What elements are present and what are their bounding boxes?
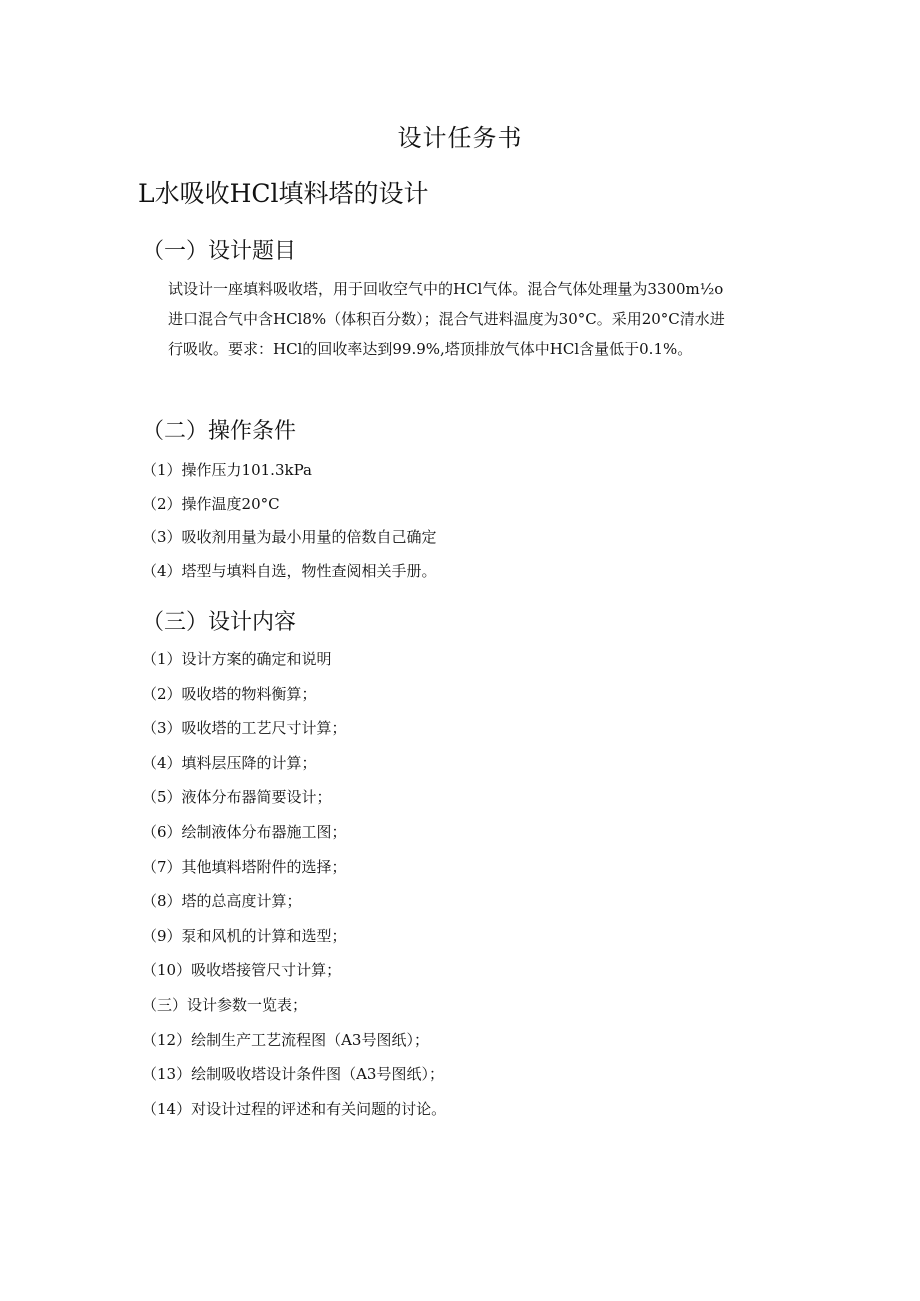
design-topic-paragraph: [168, 274, 788, 364]
section-heading-design-content: （三）设计内容: [142, 610, 297, 635]
list-item: （9）泵和风机的计算和选型；: [142, 926, 347, 945]
list-item: （3）吸收塔的工艺尺寸计算；: [142, 719, 347, 738]
list-item: （8）塔的总高度计算；: [142, 892, 302, 911]
list-item: （12）绘制生产工艺流程图（A3号图纸）；: [142, 1030, 429, 1049]
list-item: （3）吸收剂用量为最小用量的倍数自己确定: [142, 528, 437, 546]
list-item: （10）吸收塔接管尺寸计算；: [142, 961, 342, 980]
list-item: （7）其他填料塔附件的选择；: [142, 857, 347, 876]
list-item: （4）填料层压降的计算；: [142, 753, 317, 772]
section-heading-design-topic: （一）设计题目: [142, 239, 297, 264]
operating-conditions-list: [142, 454, 437, 588]
document-title: 设计任务书: [397, 124, 523, 152]
list-item: （14）对设计过程的评述和有关问题的讨论。: [142, 1099, 447, 1118]
list-item: （2）操作温度20°C: [142, 494, 280, 513]
list-item: （6）绘制液体分布器施工图；: [142, 822, 347, 841]
list-item: （13）绘制吸收塔设计条件图（A3号图纸）；: [142, 1065, 444, 1084]
main-heading: L水吸收HCl填料塔的设计: [138, 179, 429, 208]
design-content-list: [142, 642, 446, 1126]
list-item: （1）操作压力101.3kPa: [142, 461, 312, 479]
list-item: （5）液体分布器简要设计；: [142, 788, 332, 807]
list-item: （1）设计方案的确定和说明: [142, 650, 332, 668]
paragraph-line: 行吸收。要求：HCl的回收率达到99.9%,塔顶排放气体中HCl含量低于0.1%。: [168, 340, 693, 358]
list-item: （三）设计参数一览表；: [142, 995, 308, 1014]
list-item: （2）吸收塔的物料衡算；: [142, 684, 317, 703]
section-heading-operating-conditions: （二）操作条件: [142, 419, 297, 444]
paragraph-line: 进口混合气中含HCl8%（体积百分数）；混合气进料温度为30°C。采用20°C清水进: [168, 310, 725, 328]
paragraph-line: 试设计一座填料吸收塔，用于回收空气中的HCl气体。混合气体处理量为3300m½o: [168, 280, 724, 298]
list-item: （4）塔型与填料自选，物性查阅相关手册。: [142, 561, 437, 580]
